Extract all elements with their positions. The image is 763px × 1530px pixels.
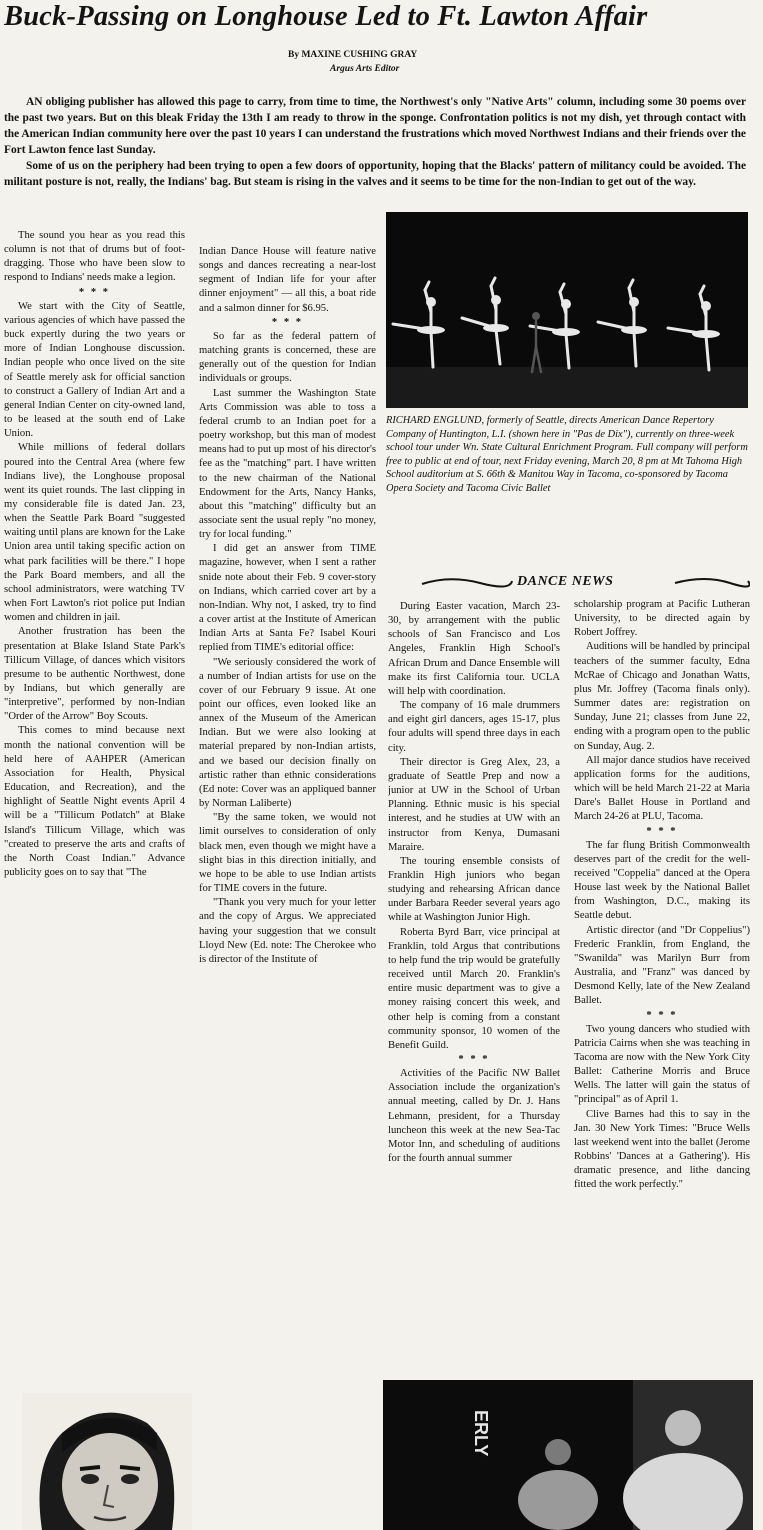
paragraph: While millions of federal dollars poured into the Central Area (where few Indians live), the Longhouse proposal went its quiet rounds. The last clipping in my considerable file is dated Jan. 23, when the Seattle Park Board "suggested waiting until plans are known for the Lake Union area until taking specific action on what park facilities will be there." I hope the Park Board members, and all the school administrators, were watching TV when Fort Lawton's riot police put Indian women and children in jail.: [4, 442, 185, 624]
paragraph: "By the same token, we would not limit ourselves to consideration of only black men, even though we might have a slight bias in this direction initially, and we hope to be able to use Indian artists for TIME covers in the future.: [199, 812, 376, 895]
intro-paragraph: AN obliging publisher has allowed this page to carry, from time to time, the Northwest's only "Native Arts" column, including some 30 poems over the past two years. But on this bleak Friday the 13th I am ready to throw in the sponge. Confrontation politics is not my dish, yet through contact with the American Indian community here over the past 10 years I can understand the frustrations which moved Northwest Indians and their friends over the Fort Lawton fence last Sunday.: [4, 96, 746, 156]
paragraph: Two young dancers who studied with Patricia Cairns when she was teaching in Tacoma are now with the New York City Ballet: Catherine Morris and Bruce Wells. The latter will gain the status of "principal" as of April 1.: [574, 1023, 750, 1106]
paragraph: I did get an answer from TIME magazine, however, when I sent a rather snide note about their Feb. 9 cover-story on Indians, which carried cover art by a non-Indian. Why not, I asked, try to find a cover artist at the Institute of American Indian Arts at Santa Fe? Isabel Kouri replied from TIME's editorial office:: [199, 543, 376, 654]
byline: By MAXINE CUSHING GRAY: [288, 50, 418, 60]
column-3: [388, 600, 560, 1300]
paragraph: Roberta Byrd Barr, vice principal at Franklin, told Argus that contributions to help fund the trip would be gratefully received until March 20. Franklin's entire music department was to give a money raising concert this week, and other help is coming from a constant community sponsor, 10 women of the Benefit Guild.: [388, 926, 560, 1051]
paragraph: "We seriously considered the work of a number of Indian artists for use on the cover of our February 9 issue. At one point our offices, even looked like an annex of the Museum of the American Indian. But we were also looking at material prepared by non-Indian artists, and we based our decision finally on artistic rather than ethnic considerations (Ed note: Cover was an appliqued banner by Norman Laliberte): [199, 656, 376, 810]
ballet-photo: [386, 212, 748, 408]
paragraph: The touring ensemble consists of Franklin High juniors who began studying and rehearsing African dance under Barbara Reeder several years ago while at Washington Junior High.: [388, 855, 560, 924]
paragraph: Activities of the Pacific NW Ballet Association include the organization's annual meeting, called by Dr. J. Hans Lehmann, president, for a Thursday luncheon this week at the new Sea-Tac Motor Inn, and scheduling of auditions for the fourth annual summer: [388, 1068, 560, 1165]
paragraph: Their director is Greg Alex, 23, a graduate of Seattle Prep and now a junior at UW in the School of Urban Planning. Ethnic music is his special interest, and he studies at UW with an instructor from Kenya, Dumasani Maraire.: [388, 756, 560, 853]
paragraph: Artistic director (and "Dr Coppelius") Frederic Franklin, from England, the "Swanilda" was Marilyn Burr from Australia, and "Franz" was danced by Desmond Kelly, late of the New Zealand Ballet.: [574, 924, 750, 1007]
column-4: [574, 598, 750, 1263]
column-1: [4, 229, 185, 1389]
dance-news-title: DANCE NEWS: [517, 574, 614, 589]
portrait-photo: [22, 1393, 192, 1530]
section-divider: * * *: [271, 316, 304, 328]
paragraph: "Thank you very much for your letter and the copy of Argus. We appreciated having your suggestion that we consult Lloyd New (Ed. note: The Cherokee who is director of the Institute of: [199, 897, 376, 965]
paragraph: The far flung British Commonwealth deserves part of the credit for the well-received "Coppelia" danced at the Opera House last week by the National Ballet from Washington, D.C., making its Seattle debut.: [574, 839, 750, 922]
dancers-illustration: [386, 212, 748, 408]
paragraph: This comes to mind because next month the national convention will be held here of AAHPER (American Association for Health, Physical Education, and Recreation), and the highlight of Seattle Night events April 4 will be a "Tillicum Potlatch" at Blake Island's Tillicum Village, which was "created to preserve the arts and crafts of the North Coast Indian." Advance publicity goes on to say that "The: [4, 725, 185, 879]
headline: Buck-Passing on Longhouse Led to Ft. Lawton Affair: [4, 1, 648, 32]
paragraph: Clive Barnes had this to say in the Jan. 30 New York Times: "Bruce Wells last weekend went into the ballet (Jerome Robbins' 'Dances at a Gathering'). His dramatic presence, and lithe dancing fitted the work perfectly.": [574, 1108, 750, 1191]
bottom-photo-lettering: ERLY: [471, 1410, 491, 1457]
paragraph: All major dance studios have received application forms for the auditions, which will be held March 21-22 at Maria Dare's Ballet House in Portland and March 24-26 at PLU, Tacoma.: [574, 754, 750, 823]
paragraph: Indian Dance House will feature native songs and dances recreating a near-lost segment of Indian life for your after dinner enjoyment" — all this, a boat ride and a salmon dinner for $6.95.: [199, 246, 376, 314]
paragraph: We start with the City of Seattle, various agencies of which have passed the buck expertly during the two years or more of Indian Longhouse discussion. Indian people who once lived on the site of Seattle merely ask for official sanction to construct a Gallery of Indian Art and a general Indian Center on city-owned land, to be leased at the south end of Lake Union.: [4, 300, 185, 440]
paragraph: During Easter vacation, March 23-30, by arrangement with the public schools of San Francisco and Los Angeles, Franklin High School's African Drum and Dance Ensemble will make its first California tour. UCLA will help with coordination.: [388, 601, 560, 697]
paragraph: Last summer the Washington State Arts Commission was able to toss a federal crumb to an Indian poet for a poetry workshop, but this man of modest means had to put up most of his director's fee as the "matching" part. I have written to the new chairman of the National Endowment for the Arts, Nancy Hanks, about this "matching" difficulty but an associate sent the usual reply "no money, try for local funding.": [199, 387, 376, 541]
paragraph: Another frustration has been the presentation at Blake Island State Park's Tillicum Village, of dances which visitors presume to be authentic Northwest, done by Indians, but which generally are "interpretive", performed by non-Indian "Order of the Arrow" Boy Scouts.: [4, 626, 185, 723]
paragraph: The sound you hear as you read this column is not that of drums but of foot-dragging. Those who have been slow to respond to Indians' needs make a legion.: [4, 230, 185, 284]
section-divider: * * *: [646, 1009, 678, 1021]
intro-block: [4, 95, 746, 190]
paragraph: Auditions will be handled by principal teachers of the summer faculty, Edna McRae of Chicago and Jonathan Watts, plus Mr. Joffrey (Tacoma finals only). Summer dates are: registration on Sunday, June 21; classes from June 22, ending with a program open to the public on Sunday, Aug. 2.: [574, 641, 750, 752]
portrait-illustration: [22, 1393, 192, 1530]
section-divider: * * *: [78, 286, 111, 298]
byline-title: Argus Arts Editor: [330, 64, 400, 74]
section-divider: * * *: [458, 1054, 490, 1065]
performers-illustration: [383, 1380, 753, 1530]
column-2: [199, 245, 376, 1530]
bottom-right-photo: [383, 1380, 753, 1530]
photo-caption: RICHARD ENGLUND, formerly of Seattle, directs American Dance Repertory Company of Huntington, L.I. (shown here in "Pas de Dix"), currently on three-week school tour under Wn. State Cultural Enrichment Program. Full company will perform free to public at end of tour, next Friday evening, March 20, 8 pm at Mt Tahoma High School auditorium at S. 66th & Manitou Way in Tacoma, co-sponsored by Tacoma Opera Society and Tacoma Civic Ballet: [386, 415, 748, 494]
paragraph: So far as the federal pattern of matching grants is concerned, these are generally out of the question for Indian individuals or groups.: [199, 330, 376, 385]
paragraph: scholarship program at Pacific Lutheran University, to be directed again by Robert Joffrey.: [574, 599, 750, 639]
intro-paragraph: Some of us on the periphery had been trying to open a few doors of opportunity, hoping that the Blacks' pattern of militancy could be avoided. The militant posture is not, really, the Indians' bag. But steam is rising in the valves and it seems to be time for the non-Indian to get out of the way.: [4, 159, 746, 188]
section-divider: * * *: [646, 825, 678, 837]
paragraph: The company of 16 male drummers and eight girl dancers, ages 15-17, plus four adults will spend three days in each city.: [388, 700, 560, 754]
